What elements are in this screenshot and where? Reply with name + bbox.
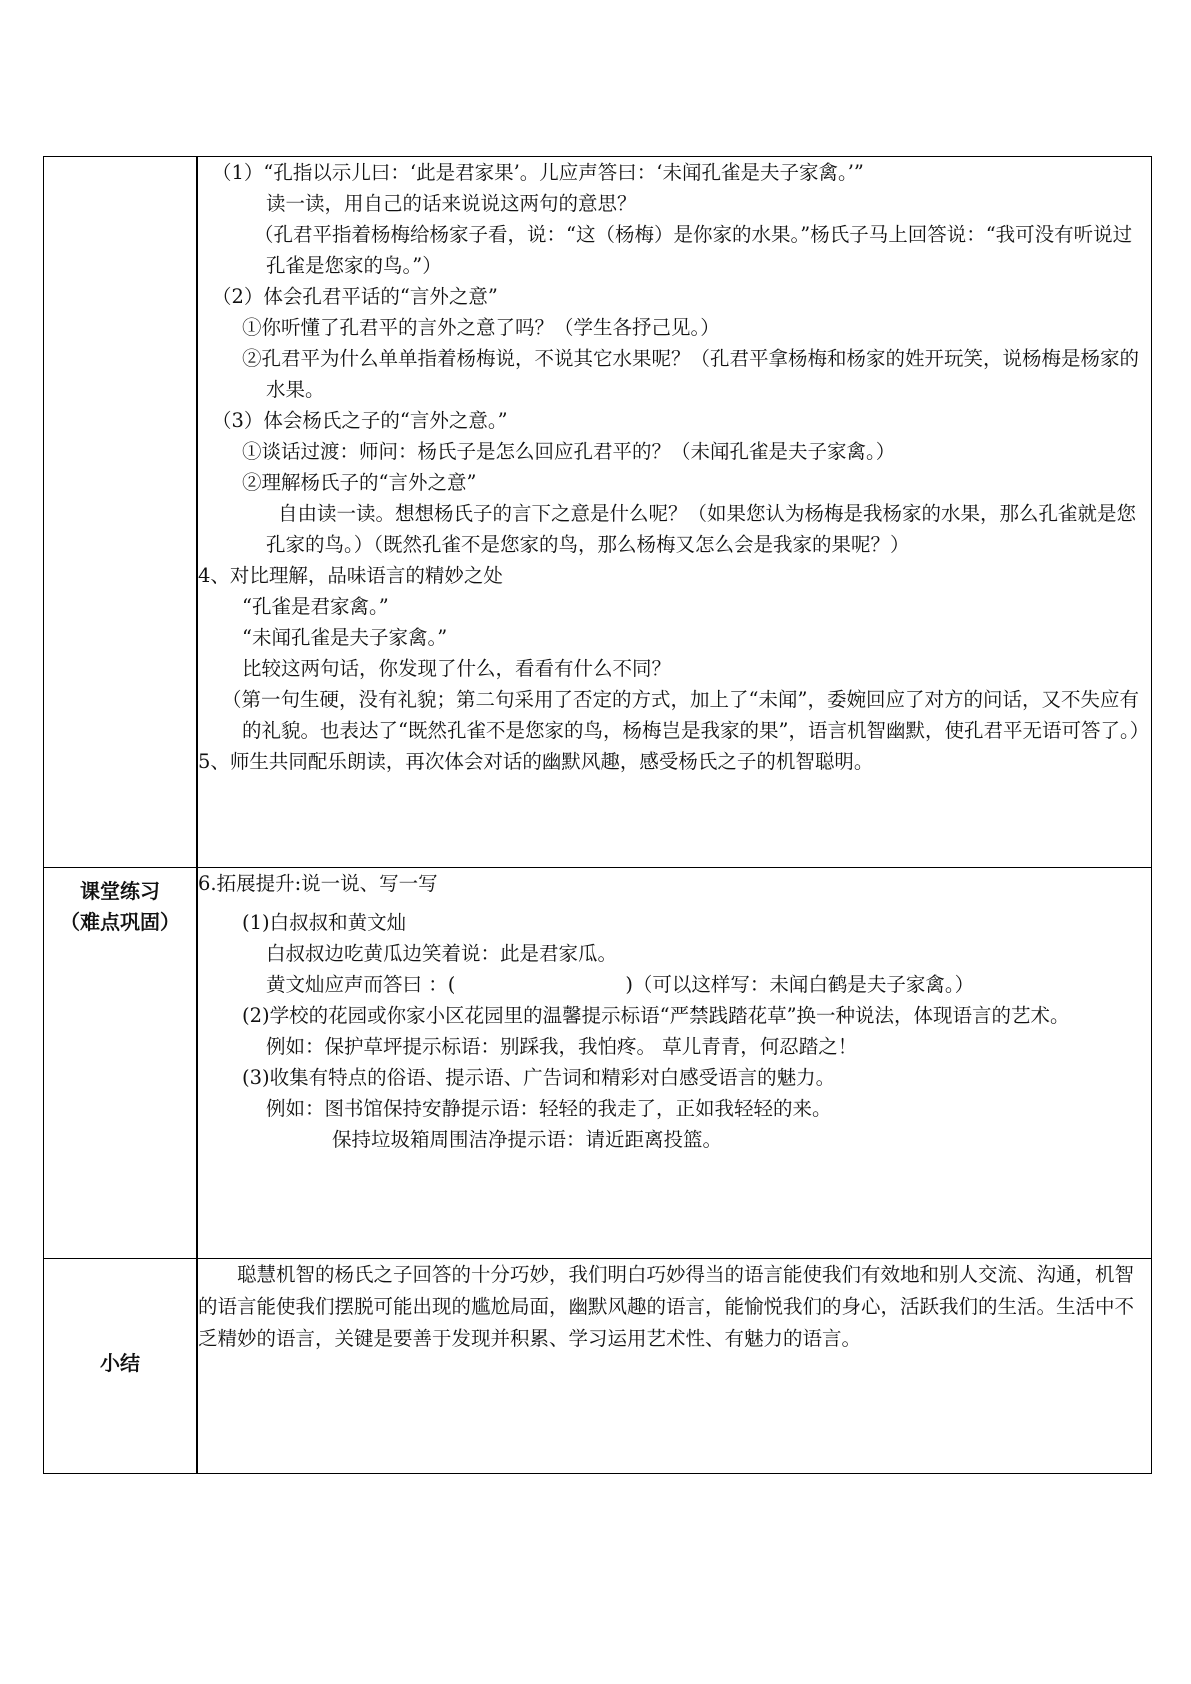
text-line: （2）体会孔君平话的“言外之意”	[212, 285, 498, 308]
table-row-teaching-process	[44, 157, 1152, 868]
text-line: 白叔叔边吃黄瓜边笑着说：此是君家瓜。	[266, 942, 618, 965]
lesson-plan-table	[43, 156, 1152, 1474]
practice-content-cell	[197, 868, 1152, 1259]
row-label-summary	[44, 1259, 198, 1474]
teaching-content-cell	[197, 157, 1152, 868]
text-line: 5、师生共同配乐朗读，再次体会对话的幽默风趣，感受杨氏之子的机智聪明。	[198, 750, 874, 773]
text-line: 例如：图书馆保持安静提示语：轻轻的我走了，正如我轻轻的来。	[266, 1097, 832, 1120]
text-line: ①你听懂了孔君平的言外之意了吗？（学生各抒己见。）	[242, 316, 720, 339]
text-line: （孔君平指着杨梅给杨家子看，说：“这（杨梅）是你家的水果。”杨氏子马上回答说：“我可没有听说过孔雀是您家的鸟。”）	[254, 223, 1133, 277]
table-row-classroom-practice	[44, 868, 1152, 1259]
table-row-summary	[44, 1259, 1152, 1474]
text-line: ②孔君平为什么单单指着杨梅说，不说其它水果呢？（孔君平拿杨梅和杨家的姓开玩笑，说杨梅是杨家的水果。	[242, 347, 1140, 401]
text-line: （1）“孔指以示儿曰：‘此是君家果’。儿应声答曰：‘未闻孔雀是夫子家禽。’”	[212, 161, 864, 184]
text-line: ①谈话过渡：师问：杨氏子是怎么回应孔君平的？（未闻孔雀是夫子家禽。）	[242, 440, 896, 463]
text-line: 自由读一读。想想杨氏子的言下之意是什么呢？（如果您认为杨梅是我杨家的水果，那么孔雀就是您孔家的鸟。）（既然孔雀不是您家的鸟，那么杨梅又怎么会是我家的果呢？）	[266, 502, 1137, 556]
row-label-practice	[44, 868, 198, 1259]
text-line: （第一句生硬，没有礼貌；第二句采用了否定的方式，加上了“未闻”，委婉回应了对方的问话，又不失应有的礼貌。也表达了“既然孔雀不是您家的鸟，杨梅岂是我家的果”，语言机智幽默，使孔君平无语可答了。）	[222, 688, 1150, 742]
label-line: 课堂练习	[80, 879, 160, 903]
text-line: 保持垃圾箱周围洁净提示语：请近距离投篮。	[332, 1128, 723, 1151]
text-line: “未闻孔雀是夫子家禽。”	[242, 626, 448, 649]
summary-text: 聪慧机智的杨氏之子回答的十分巧妙，我们明白巧妙得当的语言能使我们有效地和别人交流、沟通，机智的语言能使我们摆脱可能出现的尴尬局面，幽默风趣的语言，能愉悦我们的身心，活跃我们的生活。生活中不乏精妙的语言，关键是要善于发现并积累、学习运用艺术性、有魅力的语言。	[198, 1263, 1135, 1350]
text-line: （3）体会杨氏之子的“言外之意。”	[212, 409, 508, 432]
fill-blank-line	[198, 969, 1151, 1000]
text-line: ②理解杨氏子的“言外之意”	[242, 471, 477, 494]
summary-content-cell	[197, 1259, 1152, 1474]
text-fragment: )（可以这样写：未闻白鹤是夫子家禽。）	[625, 973, 975, 996]
text-line: 读一读，用自己的话来说说这两句的意思？	[266, 192, 637, 215]
text-line: 4、对比理解，品味语言的精妙之处	[198, 564, 503, 587]
text-line: (3)收集有特点的俗语、提示语、广告词和精彩对白感受语言的魅力。	[242, 1066, 836, 1089]
text-line: 例如：保护草坪提示标语：别踩我，我怕疼。 草儿青青，何忍踏之！	[266, 1035, 858, 1058]
text-line: 比较这两句话，你发现了什么，看看有什么不同？	[242, 657, 672, 680]
text-fragment: 黄文灿应声而答曰 ：(	[266, 973, 456, 996]
text-line: “孔雀是君家禽。”	[242, 595, 389, 618]
label-line: 小结	[100, 1351, 140, 1375]
text-line: (1)白叔叔和黄文灿	[242, 911, 407, 934]
section-heading: 6.拓展提升:说一说、写一写	[198, 872, 438, 895]
text-line: (2)学校的花园或你家小区花园里的温馨提示标语“严禁践踏花草”换一种说法，体现语言的艺术。	[242, 1004, 1070, 1027]
label-line: （难点巩固）	[60, 910, 180, 934]
row-label-empty	[44, 157, 198, 868]
